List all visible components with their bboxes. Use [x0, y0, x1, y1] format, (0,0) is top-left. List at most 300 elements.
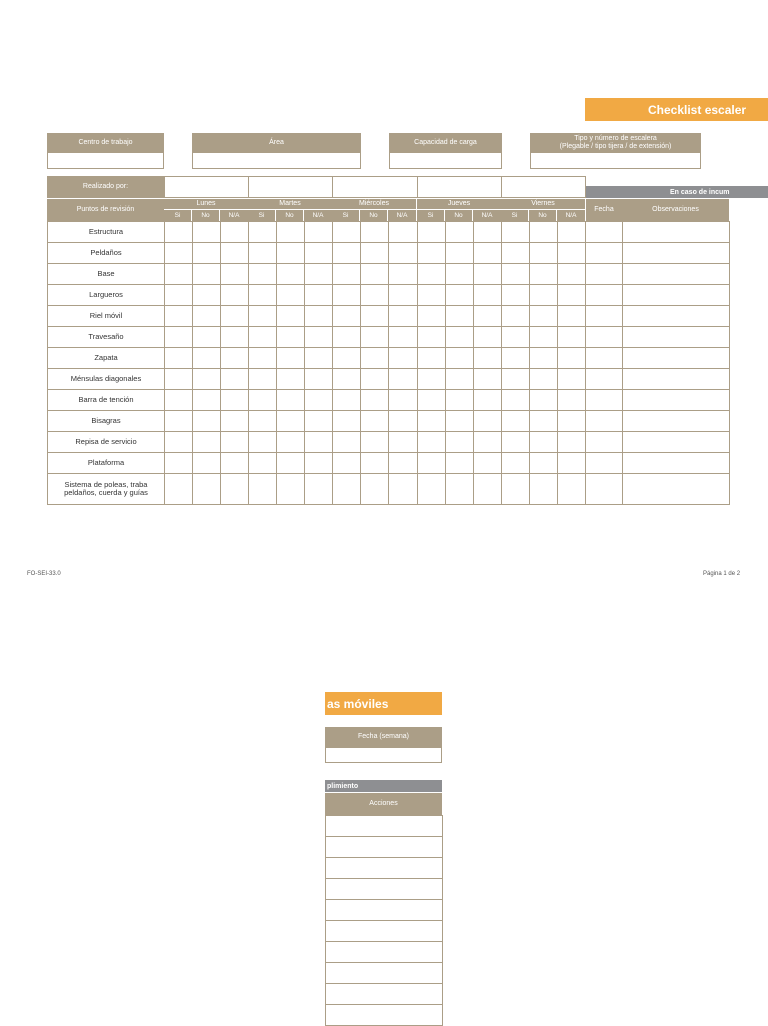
check-cell[interactable]	[276, 284, 305, 306]
sub-header-no	[360, 209, 388, 221]
realizado-por-viernes[interactable]	[501, 176, 586, 198]
day-label: Viernes	[531, 200, 555, 207]
check-cell[interactable]	[473, 347, 503, 369]
table-row-label	[47, 452, 165, 474]
check-cell[interactable]	[445, 368, 474, 390]
check-cell[interactable]	[445, 347, 474, 369]
check-cell[interactable]	[332, 347, 361, 369]
check-cell[interactable]	[557, 221, 587, 243]
check-cell[interactable]	[164, 368, 193, 390]
observaciones-cell[interactable]	[622, 263, 730, 285]
observaciones-cell[interactable]	[622, 368, 730, 390]
check-cell[interactable]	[388, 221, 418, 243]
check-cell[interactable]	[304, 326, 334, 348]
check-cell[interactable]	[557, 284, 587, 306]
check-cell[interactable]	[192, 326, 221, 348]
check-cell[interactable]	[473, 305, 503, 327]
check-cell[interactable]	[192, 284, 221, 306]
item-name: Travesaño	[88, 332, 124, 341]
sub-header-label: N/A	[228, 211, 240, 219]
check-cell[interactable]	[501, 242, 530, 264]
observaciones-cell[interactable]	[622, 452, 730, 474]
check-cell[interactable]	[220, 284, 250, 306]
check-cell[interactable]	[501, 221, 530, 243]
observaciones-label: Observaciones	[652, 206, 699, 213]
check-cell[interactable]	[473, 452, 503, 474]
check-cell[interactable]	[220, 410, 250, 432]
check-cell[interactable]	[304, 473, 334, 505]
check-cell[interactable]	[417, 431, 446, 453]
acciones-cell[interactable]	[325, 857, 443, 879]
check-cell[interactable]	[360, 305, 389, 327]
check-cell[interactable]	[164, 347, 193, 369]
acciones-cell[interactable]	[325, 983, 443, 1005]
capacidad-carga-label: Capacidad de carga	[414, 138, 477, 146]
check-cell[interactable]	[248, 452, 277, 474]
observaciones-cell[interactable]	[622, 242, 730, 264]
check-cell[interactable]	[557, 347, 587, 369]
sub-header-label: N/A	[396, 211, 408, 219]
centro-trabajo-header	[47, 133, 164, 152]
observaciones-cell[interactable]	[622, 389, 730, 411]
check-cell[interactable]	[417, 347, 446, 369]
check-cell[interactable]	[529, 410, 558, 432]
check-cell[interactable]	[417, 473, 446, 505]
check-cell[interactable]	[557, 410, 587, 432]
check-cell[interactable]	[360, 242, 389, 264]
check-cell[interactable]	[473, 389, 503, 411]
check-cell[interactable]	[417, 242, 446, 264]
check-cell[interactable]	[192, 410, 221, 432]
check-cell[interactable]	[557, 326, 587, 348]
check-cell[interactable]	[360, 284, 389, 306]
item-name: Riel móvil	[89, 311, 123, 320]
table-row-label	[47, 410, 165, 432]
check-cell[interactable]	[557, 389, 587, 411]
check-cell[interactable]	[276, 221, 305, 243]
check-cell[interactable]	[501, 410, 530, 432]
check-cell[interactable]	[445, 410, 474, 432]
check-cell[interactable]	[388, 263, 418, 285]
check-cell[interactable]	[501, 284, 530, 306]
check-cell[interactable]	[360, 452, 389, 474]
check-cell[interactable]	[332, 284, 361, 306]
table-row-label	[47, 431, 165, 453]
check-cell[interactable]	[529, 242, 558, 264]
tipo-escalera-sublabel: (Plegable / tipo tijera / de extensión)	[559, 142, 672, 150]
check-cell[interactable]	[276, 368, 305, 390]
item-name: Barra de tención	[78, 395, 134, 404]
fecha-cell[interactable]	[585, 305, 623, 327]
fecha-cell[interactable]	[585, 326, 623, 348]
check-cell[interactable]	[417, 305, 446, 327]
item-name: Plataforma	[87, 458, 125, 467]
fecha-cell[interactable]	[585, 284, 623, 306]
check-cell[interactable]	[445, 242, 474, 264]
table-row-label	[47, 368, 165, 390]
acciones-cell[interactable]	[325, 899, 443, 921]
sub-header-label: Si	[511, 211, 518, 219]
check-cell[interactable]	[557, 473, 587, 505]
check-cell[interactable]	[192, 389, 221, 411]
check-cell[interactable]	[417, 389, 446, 411]
check-cell[interactable]	[332, 221, 361, 243]
check-cell[interactable]	[388, 389, 418, 411]
sub-header-label: Si	[258, 211, 265, 219]
check-cell[interactable]	[276, 410, 305, 432]
check-cell[interactable]	[248, 431, 277, 453]
check-cell[interactable]	[248, 410, 277, 432]
sub-header-label: No	[285, 211, 294, 219]
check-cell[interactable]	[417, 284, 446, 306]
check-cell[interactable]	[360, 221, 389, 243]
tipo-escalera-header	[530, 133, 701, 152]
check-cell[interactable]	[220, 431, 250, 453]
fecha-cell[interactable]	[585, 242, 623, 264]
centro-trabajo-field[interactable]	[47, 152, 164, 169]
sub-header-label: Si	[342, 211, 349, 219]
footer-page: Página 1 de 2	[703, 571, 741, 577]
sub-header-no	[192, 209, 220, 221]
acciones-label: Acciones	[369, 800, 398, 807]
check-cell[interactable]	[304, 452, 334, 474]
table-row-label	[47, 242, 165, 264]
check-cell[interactable]	[445, 389, 474, 411]
check-cell[interactable]	[529, 431, 558, 453]
observaciones-cell[interactable]	[622, 347, 730, 369]
observaciones-cell[interactable]	[622, 473, 730, 505]
realizado-por-miercoles[interactable]	[332, 176, 418, 198]
check-cell[interactable]	[332, 431, 361, 453]
check-cell[interactable]	[220, 368, 250, 390]
check-cell[interactable]	[445, 221, 474, 243]
area-label: Área	[269, 138, 284, 146]
check-cell[interactable]	[220, 347, 250, 369]
footer-code: FO-SEI-33.0	[27, 571, 61, 577]
sub-header-si	[501, 209, 529, 221]
check-cell[interactable]	[529, 284, 558, 306]
check-cell[interactable]	[192, 431, 221, 453]
check-cell[interactable]	[332, 452, 361, 474]
check-cell[interactable]	[557, 305, 587, 327]
check-cell[interactable]	[501, 263, 530, 285]
check-cell[interactable]	[332, 389, 361, 411]
check-cell[interactable]	[388, 431, 418, 453]
check-cell[interactable]	[304, 410, 334, 432]
check-cell[interactable]	[417, 263, 446, 285]
item-name: Ménsulas diagonales	[70, 374, 142, 383]
title-text: Checklist escaler	[648, 102, 747, 117]
check-cell[interactable]	[220, 242, 250, 264]
check-cell[interactable]	[304, 368, 334, 390]
acciones-cell[interactable]	[325, 1004, 443, 1026]
check-cell[interactable]	[220, 221, 250, 243]
check-cell[interactable]	[276, 431, 305, 453]
check-cell[interactable]	[164, 305, 193, 327]
check-cell[interactable]	[192, 473, 221, 505]
check-cell[interactable]	[388, 410, 418, 432]
acciones-cell[interactable]	[325, 962, 443, 984]
item-name: Sistema de poleas, traba peldaños, cuerda y guías	[64, 480, 148, 497]
acciones-cell[interactable]	[325, 836, 443, 858]
check-cell[interactable]	[529, 305, 558, 327]
check-cell[interactable]	[473, 221, 503, 243]
check-cell[interactable]	[164, 242, 193, 264]
check-cell[interactable]	[248, 284, 277, 306]
acciones-cell[interactable]	[325, 941, 443, 963]
check-cell[interactable]	[304, 221, 334, 243]
sub-header-no	[529, 209, 557, 221]
check-cell[interactable]	[445, 431, 474, 453]
check-cell[interactable]	[473, 326, 503, 348]
fecha-cell[interactable]	[585, 347, 623, 369]
tipo-escalera-label: Tipo y número de escalera	[574, 134, 657, 142]
check-cell[interactable]	[276, 326, 305, 348]
check-cell[interactable]	[304, 389, 334, 411]
check-cell[interactable]	[164, 473, 193, 505]
area-field[interactable]	[192, 152, 361, 169]
fecha-cell[interactable]	[585, 368, 623, 390]
table-row-label	[47, 305, 165, 327]
check-cell[interactable]	[248, 326, 277, 348]
check-cell[interactable]	[164, 326, 193, 348]
observaciones-cell[interactable]	[622, 221, 730, 243]
check-cell[interactable]	[501, 347, 530, 369]
capacidad-carga-header	[389, 133, 502, 152]
check-cell[interactable]	[192, 452, 221, 474]
check-cell[interactable]	[417, 452, 446, 474]
fecha-cell[interactable]	[585, 221, 623, 243]
observaciones-cell[interactable]	[622, 410, 730, 432]
fecha-cell[interactable]	[585, 431, 623, 453]
check-cell[interactable]	[501, 389, 530, 411]
check-cell[interactable]	[276, 389, 305, 411]
check-cell[interactable]	[220, 452, 250, 474]
realizado-por-lunes[interactable]	[164, 176, 249, 198]
item-name: Zapata	[94, 353, 118, 362]
day-header-3	[417, 199, 502, 209]
check-cell[interactable]	[332, 305, 361, 327]
check-cell[interactable]	[248, 305, 277, 327]
check-cell[interactable]	[501, 452, 530, 474]
realizado-por-header	[47, 176, 164, 198]
sub-header-label: No	[201, 211, 210, 219]
check-cell[interactable]	[557, 242, 587, 264]
table-row-label	[47, 263, 165, 285]
table-row-label	[47, 389, 165, 411]
title-text-continued: as móviles	[327, 696, 389, 711]
check-cell[interactable]	[304, 305, 334, 327]
item-name: Repisa de servicio	[75, 437, 137, 446]
check-cell[interactable]	[417, 326, 446, 348]
check-cell[interactable]	[220, 473, 250, 505]
check-cell[interactable]	[501, 368, 530, 390]
check-cell[interactable]	[164, 221, 193, 243]
observaciones-cell[interactable]	[622, 305, 730, 327]
item-name: Peldaños	[90, 248, 122, 257]
check-cell[interactable]	[304, 242, 334, 264]
check-cell[interactable]	[164, 284, 193, 306]
area-header	[192, 133, 361, 152]
check-cell[interactable]	[529, 326, 558, 348]
check-cell[interactable]	[332, 473, 361, 505]
puntos-revision-header	[47, 199, 164, 221]
observaciones-cell[interactable]	[622, 431, 730, 453]
check-cell[interactable]	[192, 263, 221, 285]
realizado-por-martes[interactable]	[248, 176, 333, 198]
check-cell[interactable]	[445, 305, 474, 327]
check-cell[interactable]	[529, 452, 558, 474]
check-cell[interactable]	[192, 221, 221, 243]
incumplimiento-header	[586, 186, 768, 198]
check-cell[interactable]	[388, 284, 418, 306]
check-cell[interactable]	[332, 263, 361, 285]
fecha-cell[interactable]	[585, 452, 623, 474]
check-cell[interactable]	[276, 347, 305, 369]
check-cell[interactable]	[529, 263, 558, 285]
sub-header-na	[388, 209, 417, 221]
fecha-semana-header	[325, 727, 442, 747]
check-cell[interactable]	[220, 389, 250, 411]
check-cell[interactable]	[332, 410, 361, 432]
check-cell[interactable]	[473, 284, 503, 306]
check-cell[interactable]	[248, 221, 277, 243]
check-cell[interactable]	[417, 221, 446, 243]
check-cell[interactable]	[220, 263, 250, 285]
check-cell[interactable]	[473, 431, 503, 453]
observaciones-cell[interactable]	[622, 326, 730, 348]
check-cell[interactable]	[388, 347, 418, 369]
check-cell[interactable]	[220, 326, 250, 348]
check-cell[interactable]	[557, 263, 587, 285]
check-cell[interactable]	[248, 263, 277, 285]
check-cell[interactable]	[417, 410, 446, 432]
check-cell[interactable]	[557, 431, 587, 453]
check-cell[interactable]	[388, 326, 418, 348]
fecha-label: Fecha	[594, 206, 614, 213]
check-cell[interactable]	[248, 242, 277, 264]
check-cell[interactable]	[529, 389, 558, 411]
check-cell[interactable]	[445, 452, 474, 474]
check-cell[interactable]	[388, 368, 418, 390]
day-label: Jueves	[447, 200, 471, 207]
table-row-label	[47, 221, 165, 243]
sub-header-na	[220, 209, 249, 221]
check-cell[interactable]	[557, 368, 587, 390]
check-cell[interactable]	[248, 389, 277, 411]
title-banner	[585, 98, 768, 121]
check-cell[interactable]	[164, 263, 193, 285]
check-cell[interactable]	[248, 368, 277, 390]
fecha-cell[interactable]	[585, 389, 623, 411]
realizado-por-jueves[interactable]	[417, 176, 502, 198]
fecha-cell[interactable]	[585, 263, 623, 285]
check-cell[interactable]	[192, 305, 221, 327]
check-cell[interactable]	[248, 473, 277, 505]
check-cell[interactable]	[276, 263, 305, 285]
check-cell[interactable]	[332, 368, 361, 390]
check-cell[interactable]	[192, 347, 221, 369]
check-cell[interactable]	[360, 368, 389, 390]
observaciones-cell[interactable]	[622, 284, 730, 306]
check-cell[interactable]	[332, 242, 361, 264]
check-cell[interactable]	[388, 242, 418, 264]
fecha-cell[interactable]	[585, 410, 623, 432]
check-cell[interactable]	[473, 242, 503, 264]
check-cell[interactable]	[445, 326, 474, 348]
check-cell[interactable]	[501, 326, 530, 348]
check-cell[interactable]	[445, 284, 474, 306]
check-cell[interactable]	[388, 452, 418, 474]
check-cell[interactable]	[360, 410, 389, 432]
check-cell[interactable]	[304, 263, 334, 285]
check-cell[interactable]	[529, 473, 558, 505]
check-cell[interactable]	[164, 389, 193, 411]
check-cell[interactable]	[360, 347, 389, 369]
item-name: Base	[97, 269, 115, 278]
observaciones-header	[622, 199, 729, 221]
fecha-cell[interactable]	[585, 473, 623, 505]
check-cell[interactable]	[220, 305, 250, 327]
check-cell[interactable]	[248, 347, 277, 369]
check-cell[interactable]	[529, 368, 558, 390]
check-cell[interactable]	[501, 431, 530, 453]
check-cell[interactable]	[473, 368, 503, 390]
check-cell[interactable]	[529, 221, 558, 243]
check-cell[interactable]	[445, 473, 474, 505]
check-cell[interactable]	[360, 473, 389, 505]
check-cell[interactable]	[332, 326, 361, 348]
sub-header-label: Si	[174, 211, 181, 219]
check-cell[interactable]	[501, 305, 530, 327]
check-cell[interactable]	[276, 242, 305, 264]
check-cell[interactable]	[304, 284, 334, 306]
check-cell[interactable]	[360, 263, 389, 285]
check-cell[interactable]	[276, 473, 305, 505]
check-cell[interactable]	[304, 431, 334, 453]
check-cell[interactable]	[529, 347, 558, 369]
check-cell[interactable]	[445, 263, 474, 285]
check-cell[interactable]	[192, 368, 221, 390]
check-cell[interactable]	[360, 389, 389, 411]
check-cell[interactable]	[360, 431, 389, 453]
check-cell[interactable]	[164, 452, 193, 474]
check-cell[interactable]	[276, 452, 305, 474]
check-cell[interactable]	[360, 326, 389, 348]
check-cell[interactable]	[192, 242, 221, 264]
check-cell[interactable]	[164, 431, 193, 453]
acciones-cell[interactable]	[325, 878, 443, 900]
capacidad-carga-field[interactable]	[389, 152, 502, 169]
check-cell[interactable]	[304, 347, 334, 369]
check-cell[interactable]	[276, 305, 305, 327]
check-cell[interactable]	[417, 368, 446, 390]
check-cell[interactable]	[557, 452, 587, 474]
check-cell[interactable]	[473, 410, 503, 432]
acciones-cell[interactable]	[325, 815, 443, 837]
tipo-escalera-field[interactable]	[530, 152, 701, 169]
check-cell[interactable]	[388, 305, 418, 327]
check-cell[interactable]	[501, 473, 530, 505]
fecha-semana-label: Fecha (semana)	[358, 733, 409, 740]
fecha-semana-field[interactable]	[325, 747, 442, 763]
acciones-cell[interactable]	[325, 920, 443, 942]
check-cell[interactable]	[164, 410, 193, 432]
check-cell[interactable]	[473, 263, 503, 285]
check-cell[interactable]	[473, 473, 503, 505]
check-cell[interactable]	[388, 473, 418, 505]
table-row-label	[47, 473, 165, 505]
